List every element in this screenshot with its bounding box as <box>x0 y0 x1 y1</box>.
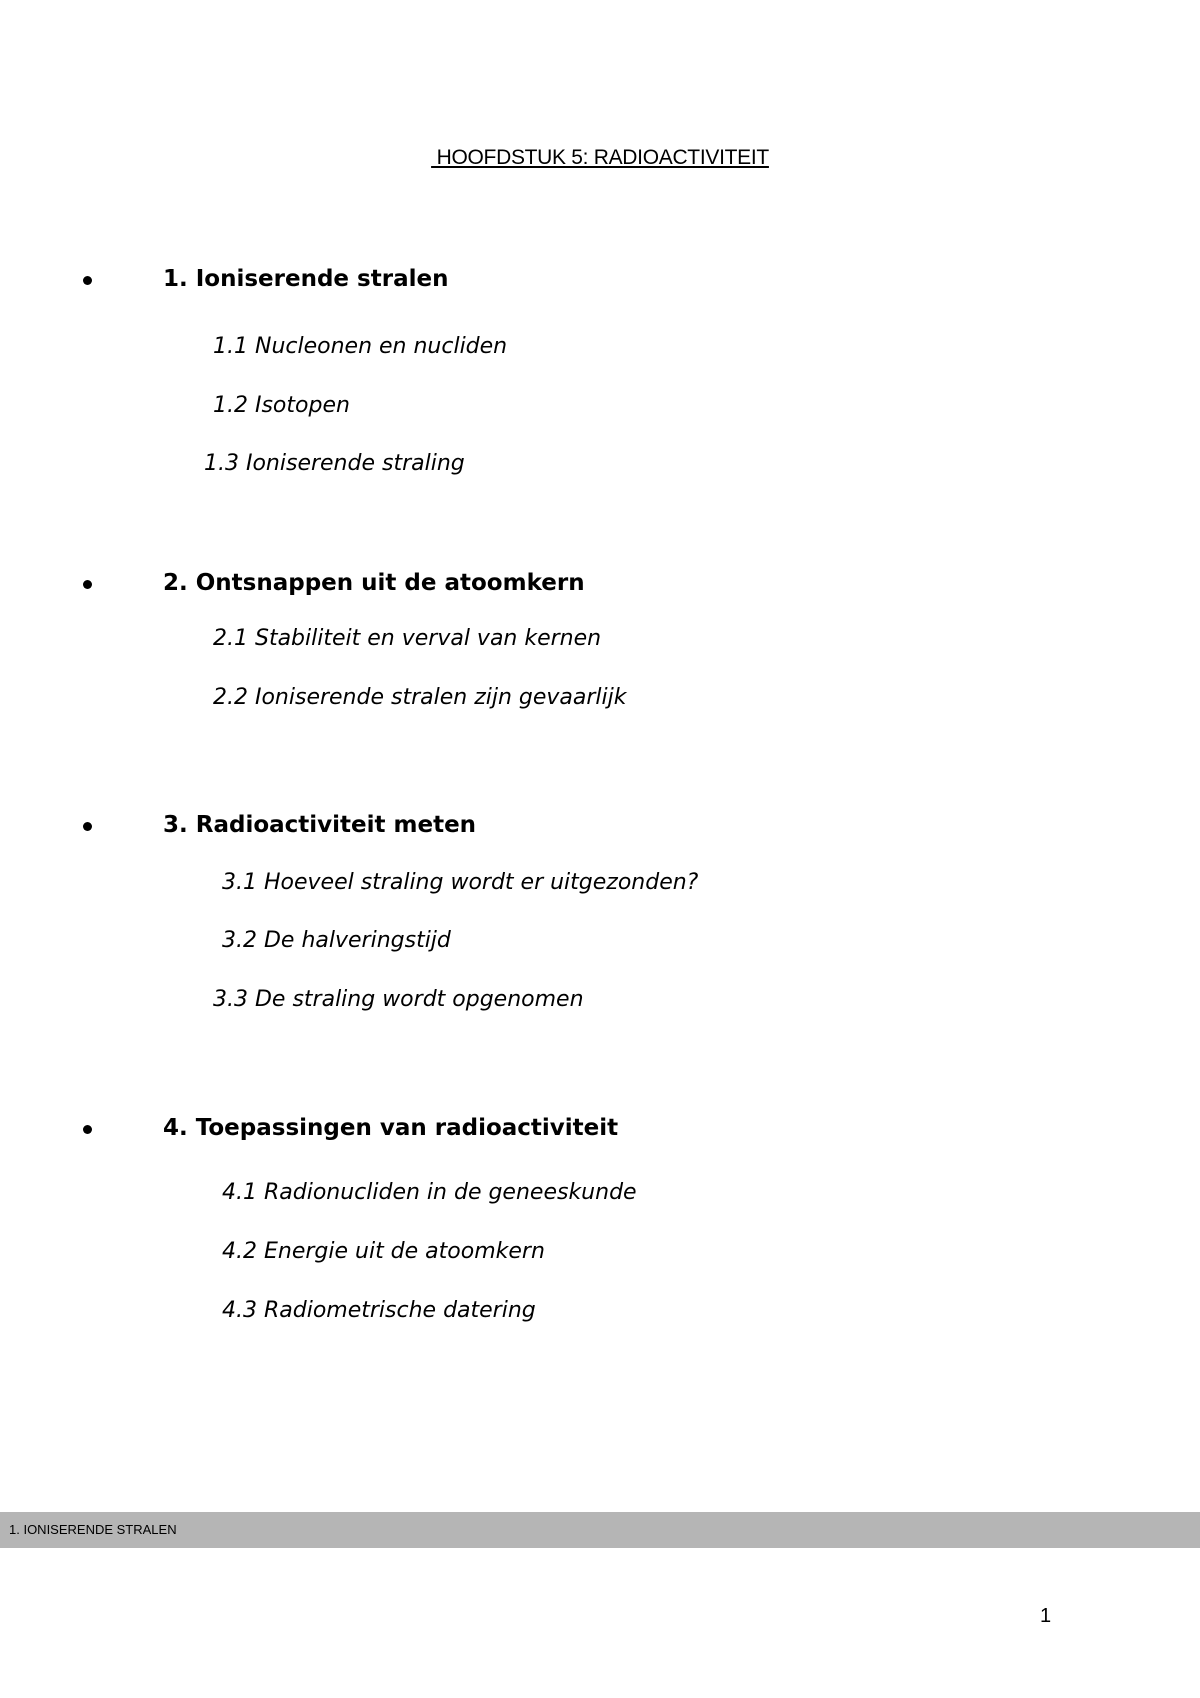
section-heading-4: 4. Toepassingen van radioactiviteit <box>163 1115 619 1141</box>
subsection-1-1: 1.1 Nucleonen en nucliden <box>213 334 508 359</box>
footer-bar <box>0 1512 1200 1548</box>
section-heading-2: 2. Ontsnappen uit de atoomkern <box>163 570 585 596</box>
page-number: 1 <box>1040 1605 1052 1627</box>
subsection-4-3: 4.3 Radiometrische datering <box>222 1298 536 1323</box>
page-title: HOOFDSTUK 5: RADIOACTIVITEIT <box>431 146 769 169</box>
bullet-icon <box>83 276 92 285</box>
bullet-icon <box>83 580 92 589</box>
bullet-icon <box>83 822 92 831</box>
subsection-1-2: 1.2 Isotopen <box>213 393 350 418</box>
subsection-3-1: 3.1 Hoeveel straling wordt er uitgezonden? <box>222 870 699 895</box>
footer-label: 1. IONISERENDE STRALEN <box>9 1522 177 1537</box>
subsection-4-1: 4.1 Radionucliden in de geneeskunde <box>222 1180 637 1205</box>
subsection-2-2: 2.2 Ioniserende stralen zijn gevaarlijk <box>213 685 627 710</box>
bullet-icon <box>83 1125 92 1134</box>
section-heading-1: 1. Ioniserende stralen <box>163 266 449 292</box>
subsection-3-2: 3.2 De halveringstijd <box>222 928 451 953</box>
subsection-4-2: 4.2 Energie uit de atoomkern <box>222 1239 545 1264</box>
section-heading-3: 3. Radioactiviteit meten <box>163 812 477 838</box>
subsection-2-1: 2.1 Stabiliteit en verval van kernen <box>213 626 602 651</box>
subsection-3-3: 3.3 De straling wordt opgenomen <box>213 987 584 1012</box>
subsection-1-3: 1.3 Ioniserende straling <box>204 451 465 476</box>
